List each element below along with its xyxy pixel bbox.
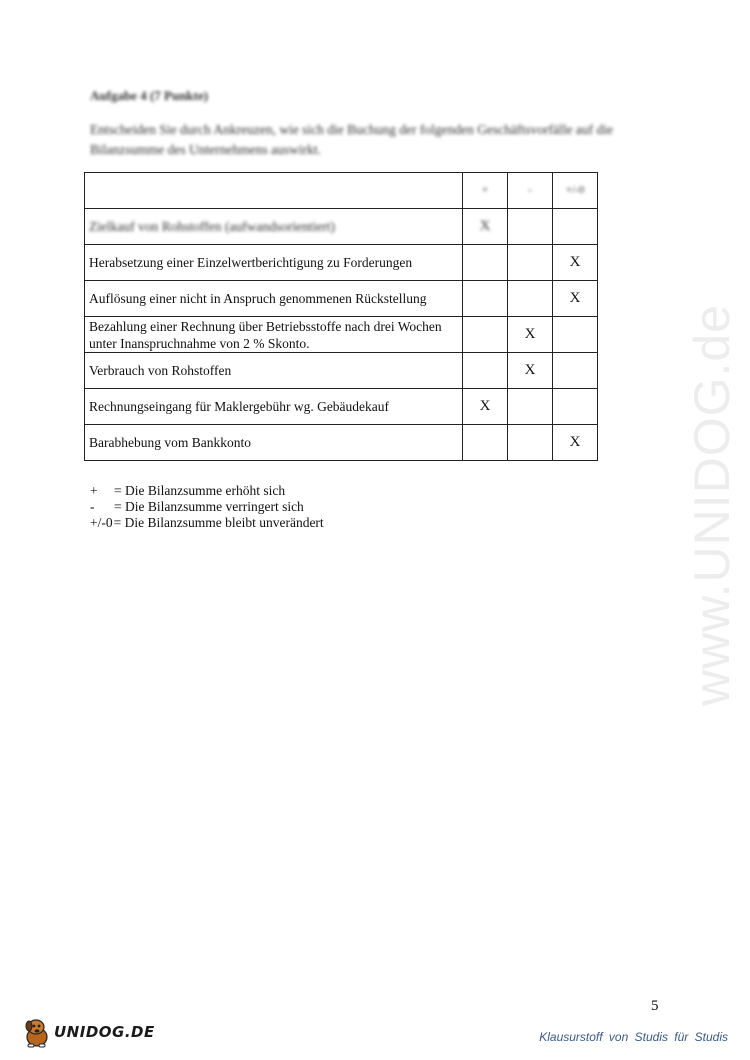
table-row [85, 209, 598, 245]
row-minus [508, 389, 553, 425]
row-text: Verbrauch von Rohstoffen [85, 353, 463, 389]
legend-item [90, 483, 324, 499]
row-plus [463, 317, 508, 353]
exercise-heading: Aufgabe 4 (7 Punkte) [90, 88, 209, 103]
table-row [85, 353, 598, 389]
row-minus: X [508, 317, 553, 353]
table-row [85, 317, 598, 353]
footer-tagline: Klausurstoff von Studis für Studis [539, 1030, 728, 1044]
row-text: Rechnungseingang für Maklergebühr wg. Gebäudekauf [85, 389, 463, 425]
legend-text: = Die Bilanzsumme erhöht sich [114, 483, 286, 498]
row-plus [463, 281, 508, 317]
row-text: Auflösung einer nicht in Anspruch genommenen Rückstellung [85, 281, 463, 317]
legend-symbol: + [90, 483, 98, 498]
header-plus: + [463, 173, 508, 209]
row-neutral [553, 317, 598, 353]
row-plus [463, 425, 508, 461]
watermark: www.UNIDOG.de [684, 304, 740, 706]
row-minus [508, 209, 553, 245]
row-text: Zielkauf von Rohstoffen (aufwandsorientiert) [85, 209, 463, 245]
logo-text: UNIDOG.DE [54, 1023, 155, 1041]
header-neutral: +/-0 [553, 173, 598, 209]
table-row [85, 425, 598, 461]
answer-table [84, 172, 598, 461]
row-text: Bezahlung einer Rechnung über Betriebsstoffe nach drei Wochen unter Inanspruchnahme von 2 % Skonto. [85, 317, 463, 353]
dog-icon [22, 1015, 52, 1049]
row-neutral [553, 353, 598, 389]
row-neutral: X [553, 281, 598, 317]
legend-text: = Die Bilanzsumme verringert sich [114, 499, 304, 514]
legend-symbol: +/-0 [90, 515, 113, 530]
row-minus [508, 245, 553, 281]
unidog-logo [22, 1015, 155, 1049]
row-plus [463, 245, 508, 281]
row-text: Herabsetzung einer Einzelwertberichtigung zu Forderungen [85, 245, 463, 281]
row-minus: X [508, 353, 553, 389]
row-minus [508, 425, 553, 461]
row-neutral: X [553, 245, 598, 281]
table-row [85, 245, 598, 281]
row-neutral [553, 389, 598, 425]
header-description [85, 173, 463, 209]
row-text: Barabhebung vom Bankkonto [85, 425, 463, 461]
row-neutral: X [553, 425, 598, 461]
page-number: 5 [651, 998, 659, 1014]
legend-item [90, 499, 324, 515]
header-minus: - [508, 173, 553, 209]
row-plus: X [463, 389, 508, 425]
legend-text: = Die Bilanzsumme bleibt unverändert [113, 515, 324, 530]
row-minus [508, 281, 553, 317]
legend-item [90, 515, 324, 531]
legend [90, 483, 324, 531]
legend-symbol: - [90, 499, 95, 514]
row-plus [463, 353, 508, 389]
row-plus: X [463, 209, 508, 245]
exercise-intro: Entscheiden Sie durch Ankreuzen, wie sich die Buchung der folgenden Geschäftsvorfälle auf die Bilanzsumme des Unternehmens auswirkt. [90, 122, 613, 157]
row-neutral [553, 209, 598, 245]
table-row [85, 389, 598, 425]
table-header-row [85, 173, 598, 209]
table-row [85, 281, 598, 317]
